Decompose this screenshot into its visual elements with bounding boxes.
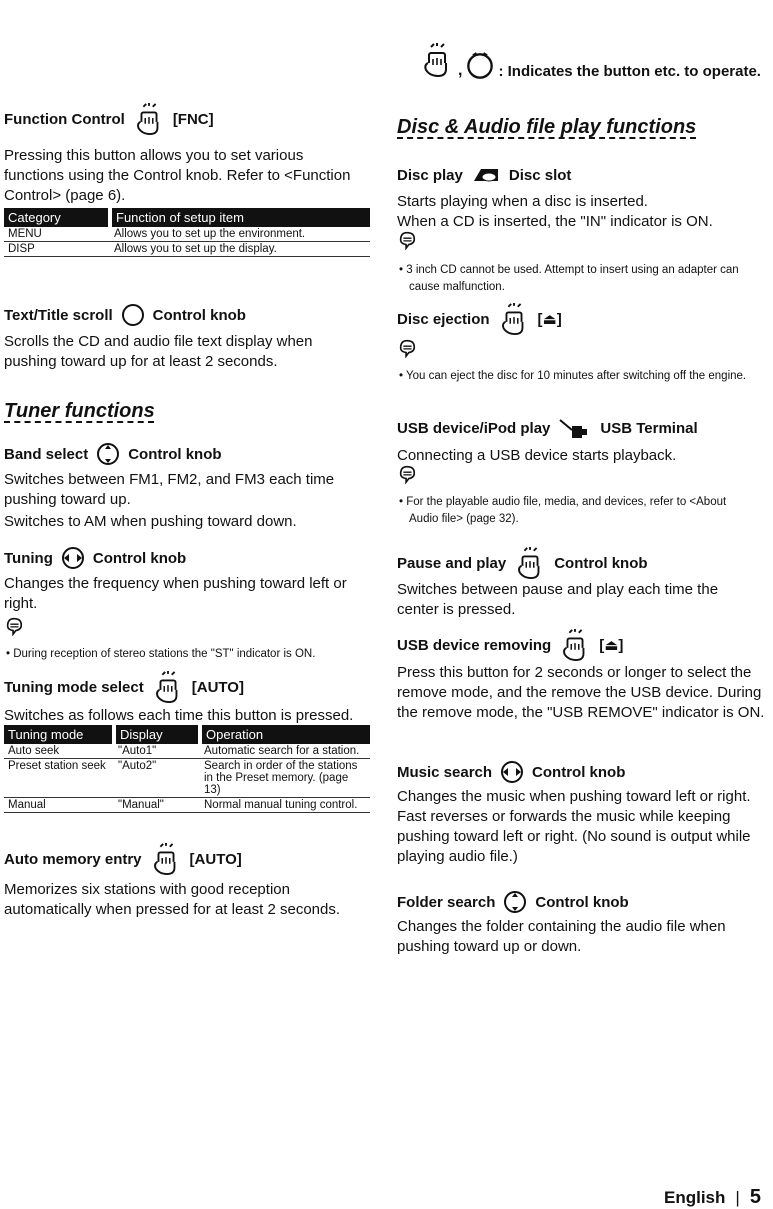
hand-press-knob-icon bbox=[514, 546, 546, 580]
hand-press-icon bbox=[498, 302, 530, 336]
table-row: Auto seek "Auto1" Automatic search for a station. bbox=[4, 744, 370, 759]
note-icon bbox=[397, 230, 417, 250]
function-control-heading: Function Control [FNC] bbox=[4, 102, 214, 136]
band-select-body2: Switches to AM when pushing toward down. bbox=[4, 513, 297, 530]
eject-button-label: [⏏] bbox=[537, 311, 562, 328]
control-knob-updown-icon bbox=[96, 442, 120, 466]
band-select-body1: Switches between FM1, FM2, and FM3 each time pushing toward up. bbox=[4, 471, 335, 508]
note-icon bbox=[4, 616, 24, 636]
text-title-scroll-heading: Text/Title scroll Control knob bbox=[4, 303, 246, 327]
auto-memory-heading: Auto memory entry [AUTO] bbox=[4, 842, 242, 876]
usb-play-note: • For the playable audio file, media, and devices, refer to <About Audio file> (page 32). bbox=[399, 496, 727, 525]
usb-play-heading: USB device/iPod play USB Terminal bbox=[397, 416, 698, 440]
folder-search-heading: Folder search Control knob bbox=[397, 890, 629, 914]
music-search-body: Changes the music when pushing toward left or right. Fast reverses or forwards the music while keeping pushing toward left or right. (No sound is output while playing audio file.) bbox=[397, 788, 751, 865]
band-select-heading: Band select Control knob bbox=[4, 442, 222, 466]
control-knob-updown-icon bbox=[503, 890, 527, 914]
text-title-scroll-body: Scrolls the CD and audio file text display when pushing toward up for at least 2 seconds. bbox=[4, 333, 313, 370]
disc-play-note: • 3 inch CD cannot be used. Attempt to insert using an adapter can cause malfunction. bbox=[399, 264, 739, 293]
note-icon bbox=[397, 338, 417, 358]
auto-button-label: [AUTO] bbox=[191, 678, 244, 696]
table-row: Preset station seek "Auto2" Search in order of the stations in the Preset memory. (page 13) bbox=[4, 759, 370, 798]
tuning-body: Changes the frequency when pushing toward left or right. bbox=[4, 575, 347, 612]
tuner-functions-title: Tuner functions bbox=[4, 400, 155, 422]
disc-slot-icon bbox=[471, 165, 501, 185]
tuning-mode-body: Switches as follows each time this button is pressed. bbox=[4, 707, 354, 724]
auto-memory-body: Memorizes six stations with good reception automatically when pressed for at least 2 seconds. bbox=[4, 881, 341, 918]
note-icon bbox=[397, 464, 417, 484]
pause-play-body: Switches between pause and play each time the center is pressed. bbox=[397, 581, 719, 618]
page-footer bbox=[664, 1186, 761, 1209]
tuning-mode-table: Tuning mode Display Operation Auto seek "Auto1" Automatic search for a station. Preset station seek "Auto2" Search in order of the stations in the Preset memory. (page 13) Manual "Manual" Normal manual tuning control. bbox=[4, 725, 370, 813]
disc-ejection-heading: Disc ejection [⏏] bbox=[397, 302, 562, 336]
tuning-note: • During reception of stereo stations the "ST" indicator is ON. bbox=[6, 648, 316, 660]
function-control-table: Category Function of setup item MENU Allows you to set up the environment. DISP Allows you to set up the display. bbox=[4, 208, 370, 257]
control-knob-icon bbox=[466, 52, 494, 80]
disc-play-heading: Disc play Disc slot bbox=[397, 166, 572, 184]
table-row: DISP Allows you to set up the display. bbox=[4, 242, 370, 257]
control-knob-icon bbox=[121, 303, 145, 327]
hand-press-icon bbox=[559, 628, 591, 662]
folder-search-body: Changes the folder containing the audio file when pushing toward up or down. bbox=[397, 918, 726, 955]
hand-press-icon bbox=[420, 40, 454, 80]
table-row: MENU Allows you to set up the environment. bbox=[4, 227, 370, 242]
usb-removing-body: Press this button for 2 seconds or longer to select the remove mode, and the remove the USB device. During the remove mode, the "USB REMOVE" indicator is ON. bbox=[397, 664, 765, 721]
usb-removing-heading: USB device removing [⏏] bbox=[397, 628, 623, 662]
footer-separator: | bbox=[735, 1188, 740, 1207]
music-search-heading: Music search Control knob bbox=[397, 760, 625, 784]
disc-play-body1: Starts playing when a disc is inserted. bbox=[397, 193, 648, 210]
disc-ejection-note: • You can eject the disc for 10 minutes after switching off the engine. bbox=[399, 370, 747, 382]
fnc-button-label: [FNC] bbox=[172, 110, 214, 128]
footer-language: English bbox=[664, 1188, 726, 1207]
disc-play-body2: When a CD is inserted, the "IN" indicator is ON. bbox=[397, 213, 713, 230]
tuning-mode-heading: Tuning mode select [AUTO] bbox=[4, 670, 244, 704]
usb-play-body: Connecting a USB device starts playback. bbox=[397, 447, 677, 464]
page-number: 5 bbox=[749, 1186, 761, 1208]
legend-text: : Indicates the button etc. to operate. bbox=[498, 63, 761, 80]
control-knob-leftright-icon bbox=[61, 546, 85, 570]
hand-press-icon bbox=[150, 842, 182, 876]
table-row: Manual "Manual" Normal manual tuning control. bbox=[4, 798, 370, 813]
control-knob-leftright-icon bbox=[500, 760, 524, 784]
usb-plug-icon bbox=[558, 416, 592, 440]
hand-press-icon bbox=[133, 102, 165, 136]
operation-legend: , : Indicates the button etc. to operate. bbox=[420, 40, 761, 80]
pause-play-heading: Pause and play Control knob bbox=[397, 546, 648, 580]
tuning-heading: Tuning Control knob bbox=[4, 546, 186, 570]
hand-press-icon bbox=[152, 670, 184, 704]
function-control-body: Pressing this button allows you to set various functions using the Control knob. Refer to <Function Control> (page 6). bbox=[4, 147, 351, 204]
disc-audio-functions-title: Disc & Audio file play functions bbox=[397, 116, 697, 138]
eject-button-label: [⏏] bbox=[599, 637, 624, 654]
auto-button-label: [AUTO] bbox=[189, 850, 242, 868]
